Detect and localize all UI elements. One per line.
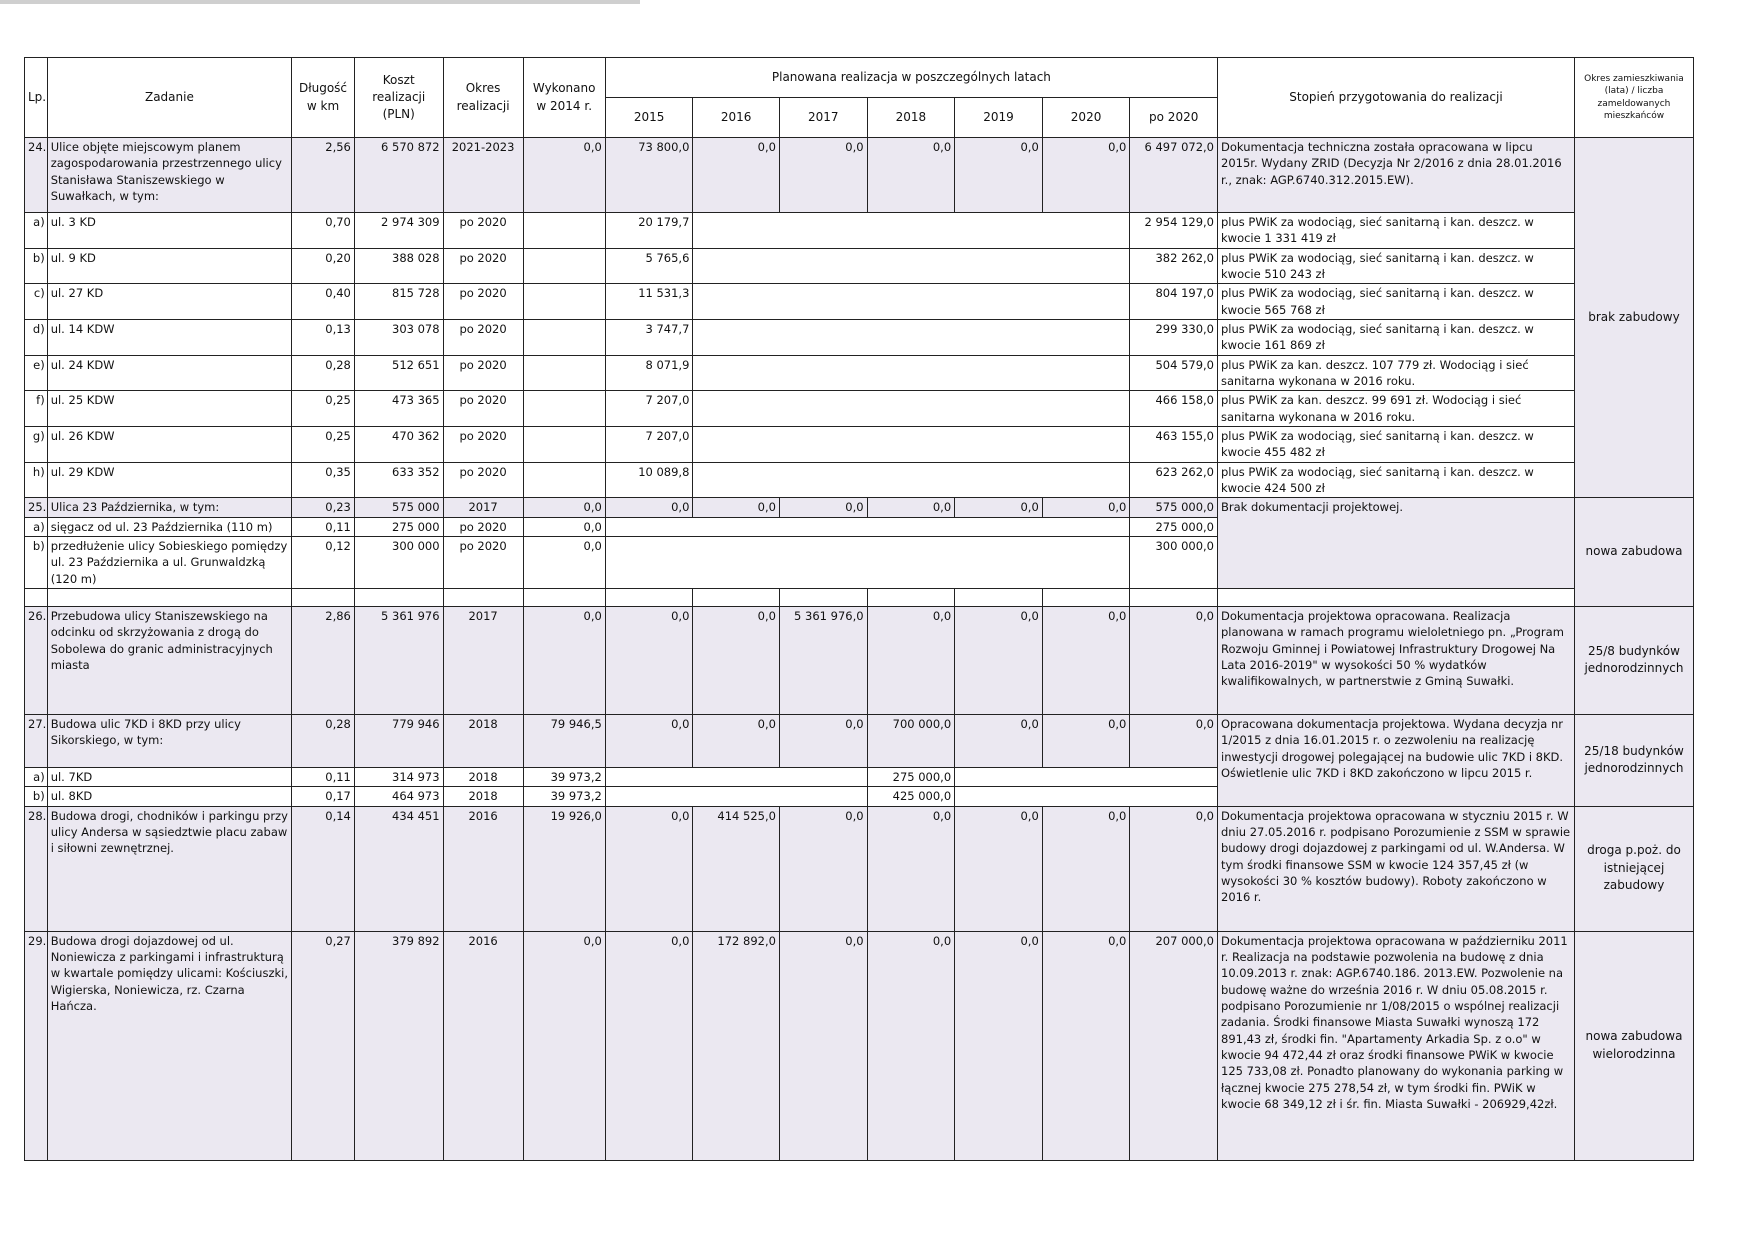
row-number: b) — [25, 248, 48, 284]
occupancy: 25/8 budynków jednorodzinnych — [1574, 606, 1693, 714]
period: po 2020 — [443, 462, 523, 498]
period: po 2020 — [443, 391, 523, 427]
length-km: 0,23 — [292, 498, 355, 517]
plan-2017: 0,0 — [779, 714, 867, 767]
done-2014 — [523, 391, 605, 427]
status-text: Dokumentacja techniczna została opracowana w lipcu 2015r. Wydany ZRID (Decyzja Nr 2/2016 z dnia 28.01.2016 r., znak: AGP.6740.312.2015.EW). — [1218, 138, 1575, 213]
table-row — [25, 391, 1694, 427]
cost: 6 570 872 — [354, 138, 443, 213]
col-dlugosc: Długość w km — [292, 58, 355, 138]
length-km: 0,70 — [292, 213, 355, 249]
cost: 473 365 — [354, 391, 443, 427]
task-name: ul. 26 KDW — [47, 426, 291, 462]
plan-po2020: 299 330,0 — [1130, 319, 1218, 355]
row-number: 24. — [25, 138, 48, 213]
period: po 2020 — [443, 248, 523, 284]
col-lp: Lp. — [25, 58, 48, 138]
occupancy: nowa zabudowa wielorodzinna — [1574, 931, 1693, 1160]
task-name: sięgacz od ul. 23 Października (110 m) — [47, 517, 291, 536]
plan-2018: 275 000,0 — [867, 767, 955, 786]
occupancy: nowa zabudowa — [1574, 498, 1693, 607]
task-name: ul. 27 KD — [47, 284, 291, 320]
plan-po2020: 463 155,0 — [1130, 426, 1218, 462]
col-year-2019: 2019 — [955, 98, 1043, 138]
col-stopien: Stopień przygotowania do realizacji — [1218, 58, 1575, 138]
done-2014: 19 926,0 — [523, 806, 605, 931]
plan-2017: 5 361 976,0 — [779, 606, 867, 714]
plan-po2020: 0,0 — [1130, 806, 1218, 931]
table-row — [25, 714, 1694, 767]
length-km: 0,17 — [292, 787, 355, 806]
investment-table-sheet — [24, 57, 1694, 1161]
plan-po2020: 6 497 072,0 — [1130, 138, 1218, 213]
plan-2018: 425 000,0 — [867, 787, 955, 806]
row-number: b) — [25, 536, 48, 588]
period: 2018 — [443, 787, 523, 806]
plan-2019: 0,0 — [955, 714, 1043, 767]
plan-2020: 0,0 — [1042, 931, 1130, 1160]
plan-2016: 0,0 — [693, 606, 780, 714]
period: po 2020 — [443, 319, 523, 355]
done-2014: 0,0 — [523, 536, 605, 588]
period: 2017 — [443, 606, 523, 714]
table-row — [25, 606, 1694, 714]
occupancy: brak zabudowy — [1574, 138, 1693, 498]
cost: 5 361 976 — [354, 606, 443, 714]
table-row — [25, 498, 1694, 517]
done-2014: 39 973,2 — [523, 787, 605, 806]
length-km: 0,25 — [292, 391, 355, 427]
row-number: h) — [25, 462, 48, 498]
cost: 303 078 — [354, 319, 443, 355]
done-2014 — [523, 462, 605, 498]
plan-po2020: 804 197,0 — [1130, 284, 1218, 320]
row-number: f) — [25, 391, 48, 427]
plan-po2020: 0,0 — [1130, 714, 1218, 767]
row-number: e) — [25, 355, 48, 391]
plan-empty — [693, 319, 1130, 355]
plan-2015: 10 089,8 — [605, 462, 693, 498]
done-2014 — [523, 213, 605, 249]
col-year-2020: 2020 — [1042, 98, 1130, 138]
done-2014 — [523, 355, 605, 391]
length-km: 0,35 — [292, 462, 355, 498]
row-number: a) — [25, 767, 48, 786]
plan-po2020: 382 262,0 — [1130, 248, 1218, 284]
length-km: 0,12 — [292, 536, 355, 588]
plan-po2020: 207 000,0 — [1130, 931, 1218, 1160]
length-km: 0,11 — [292, 767, 355, 786]
cost: 314 973 — [354, 767, 443, 786]
plan-empty — [955, 767, 1218, 786]
plan-2017: 0,0 — [779, 931, 867, 1160]
length-km: 0,40 — [292, 284, 355, 320]
done-2014: 79 946,5 — [523, 714, 605, 767]
scan-edge — [0, 0, 640, 4]
period: 2018 — [443, 714, 523, 767]
cost: 512 651 — [354, 355, 443, 391]
plan-2020: 0,0 — [1042, 498, 1130, 517]
cost: 779 946 — [354, 714, 443, 767]
plan-2016: 0,0 — [693, 714, 780, 767]
cost: 470 362 — [354, 426, 443, 462]
row-number: 25. — [25, 498, 48, 517]
table-row — [25, 248, 1694, 284]
plan-empty — [605, 787, 867, 806]
period: 2021-2023 — [443, 138, 523, 213]
plan-2017: 0,0 — [779, 498, 867, 517]
plan-2015: 8 071,9 — [605, 355, 693, 391]
row-number: 29. — [25, 931, 48, 1160]
status-text: Dokumentacja projektowa opracowana. Realizacja planowana w ramach programu wieloletniego pn. „Program Rozwoju Gminnej i Powiatowej Infrastruktury Drogowej Na Lata 2016-2019" w wysokości 50 % wydatków kwalifikowalnych, w partnerstwie z Gminą Suwałki. — [1218, 606, 1575, 714]
done-2014: 39 973,2 — [523, 767, 605, 786]
plan-2018: 0,0 — [867, 498, 955, 517]
cost: 464 973 — [354, 787, 443, 806]
status-text: Opracowana dokumentacja projektowa. Wydana decyzja nr 1/2015 z dnia 16.01.2015 r. o zezwoleniu na realizację inwestycji drogowej polegającej na budowie ulic 7KD i 8KD. Oświetlenie ulic 7KD i 8KD zakończono w lipcu 2015 r. — [1218, 714, 1575, 806]
period: po 2020 — [443, 355, 523, 391]
plan-2018: 0,0 — [867, 931, 955, 1160]
task-name: Ulice objęte miejscowym planem zagospodarowania przestrzennego ulicy Stanisława Staniszewskiego w Suwałkach, w tym: — [47, 138, 291, 213]
cost: 633 352 — [354, 462, 443, 498]
plan-2015: 5 765,6 — [605, 248, 693, 284]
task-name: Budowa drogi dojazdowej od ul. Noniewicza z parkingami i infrastrukturą w kwartale pomiędzy ulicami: Kościuszki, Wigierska, Noniewicza, rz. Czarna Hańcza. — [47, 931, 291, 1160]
cost: 815 728 — [354, 284, 443, 320]
length-km: 0,11 — [292, 517, 355, 536]
col-wykonano: Wykonano w 2014 r. — [523, 58, 605, 138]
plan-2018: 0,0 — [867, 806, 955, 931]
row-number: d) — [25, 319, 48, 355]
col-year-2015: 2015 — [605, 98, 693, 138]
cost: 300 000 — [354, 536, 443, 588]
plan-2017: 0,0 — [779, 138, 867, 213]
length-km: 2,56 — [292, 138, 355, 213]
status-text: plus PWiK za wodociąg, sieć sanitarną i kan. deszcz. w kwocie 455 482 zł — [1218, 426, 1575, 462]
length-km: 0,27 — [292, 931, 355, 1160]
plan-2015: 11 531,3 — [605, 284, 693, 320]
table-row — [25, 284, 1694, 320]
period: po 2020 — [443, 536, 523, 588]
period: 2017 — [443, 498, 523, 517]
status-text: plus PWiK za wodociąg, sieć sanitarną i kan. deszcz. w kwocie 161 869 zł — [1218, 319, 1575, 355]
table-row — [25, 355, 1694, 391]
col-zadanie: Zadanie — [47, 58, 291, 138]
col-okres: Okres realizacji — [443, 58, 523, 138]
plan-po2020: 623 262,0 — [1130, 462, 1218, 498]
done-2014: 0,0 — [523, 931, 605, 1160]
row-number: 27. — [25, 714, 48, 767]
row-number: a) — [25, 517, 48, 536]
plan-empty — [693, 426, 1130, 462]
table-row — [25, 213, 1694, 249]
plan-2019: 0,0 — [955, 931, 1043, 1160]
row-number: g) — [25, 426, 48, 462]
task-name: Budowa drogi, chodników i parkingu przy ulicy Andersa w sąsiedztwie placu zabaw i siłowni zewnętrznej. — [47, 806, 291, 931]
plan-2019: 0,0 — [955, 606, 1043, 714]
col-planowana: Planowana realizacja w poszczególnych latach — [605, 58, 1217, 98]
done-2014: 0,0 — [523, 517, 605, 536]
plan-2015: 0,0 — [605, 606, 693, 714]
length-km: 0,28 — [292, 355, 355, 391]
plan-po2020: 575 000,0 — [1130, 498, 1218, 517]
cost: 388 028 — [354, 248, 443, 284]
status-text: plus PWiK za kan. deszcz. 107 779 zł. Wodociąg i sieć sanitarna wykonana w 2016 roku. — [1218, 355, 1575, 391]
plan-2015: 0,0 — [605, 806, 693, 931]
table-body — [25, 138, 1694, 1161]
plan-po2020: 466 158,0 — [1130, 391, 1218, 427]
task-name: Ulica 23 Października, w tym: — [47, 498, 291, 517]
status-text: plus PWiK za wodociąg, sieć sanitarną i kan. deszcz. w kwocie 1 331 419 zł — [1218, 213, 1575, 249]
plan-empty — [693, 462, 1130, 498]
length-km: 0,25 — [292, 426, 355, 462]
table-row — [25, 931, 1694, 1160]
investment-plan-table — [24, 57, 1694, 1161]
cost: 2 974 309 — [354, 213, 443, 249]
done-2014 — [523, 319, 605, 355]
task-name: Budowa ulic 7KD i 8KD przy ulicy Sikorskiego, w tym: — [47, 714, 291, 767]
status-text: Brak dokumentacji projektowej. — [1218, 498, 1575, 589]
plan-2020: 0,0 — [1042, 806, 1130, 931]
col-year-2017: 2017 — [779, 98, 867, 138]
plan-empty — [693, 213, 1130, 249]
col-okres-zamieszkiwania: Okres zamieszkiwania (lata) / liczba zameldowanych mieszkańców — [1574, 58, 1693, 138]
plan-2016: 172 892,0 — [693, 931, 780, 1160]
plan-2017: 0,0 — [779, 806, 867, 931]
status-text: Dokumentacja projektowa opracowana w październiku 2011 r. Realizacja na podstawie pozwolenia na budowę z dnia 10.09.2013 r. znak: AGP.6740.186. 2013.EW. Pozwolenie na budowę ważne do września 2016 r. W dniu 05.08.2015 r. podpisano Porozumienie nr 1/08/2015 o wspólnej realizacji zadania. Środki finansowe Miasta Suwałki wynoszą 172 891,43 zł, środki fin. "Apartamenty Arkadia Sp. z o.o" w kwocie 94 472,44 zł oraz środki finansowe PWiK w kwocie 125 733,08 zł. Ponadto planowany do wykonania parking w łącznej kwocie 275 278,54 zł, w tym środki fin. PWiK w kwocie 68 349,12 zł i śr. fin. Miasta Suwałki - 206929,42zł. — [1218, 931, 1575, 1160]
done-2014: 0,0 — [523, 606, 605, 714]
plan-2015: 7 207,0 — [605, 426, 693, 462]
length-km: 0,20 — [292, 248, 355, 284]
plan-po2020: 504 579,0 — [1130, 355, 1218, 391]
plan-empty — [693, 355, 1130, 391]
period: 2016 — [443, 806, 523, 931]
task-name: ul. 24 KDW — [47, 355, 291, 391]
period: po 2020 — [443, 517, 523, 536]
occupancy: 25/18 budynków jednorodzinnych — [1574, 714, 1693, 806]
period: 2016 — [443, 931, 523, 1160]
row-number: b) — [25, 787, 48, 806]
plan-2015: 0,0 — [605, 714, 693, 767]
col-year-2016: 2016 — [693, 98, 780, 138]
done-2014 — [523, 284, 605, 320]
col-koszt: Koszt realizacji (PLN) — [354, 58, 443, 138]
plan-2016: 0,0 — [693, 138, 780, 213]
plan-2015: 0,0 — [605, 498, 693, 517]
cost: 379 892 — [354, 931, 443, 1160]
table-row — [25, 319, 1694, 355]
plan-2018: 0,0 — [867, 138, 955, 213]
row-number: 26. — [25, 606, 48, 714]
table-row — [25, 138, 1694, 213]
table-row — [25, 462, 1694, 498]
plan-2016: 0,0 — [693, 498, 780, 517]
table-row-spacer — [25, 588, 1694, 606]
task-name: ul. 7KD — [47, 767, 291, 786]
row-number: a) — [25, 213, 48, 249]
plan-empty — [693, 248, 1130, 284]
plan-2015: 73 800,0 — [605, 138, 693, 213]
plan-po2020: 275 000,0 — [1130, 517, 1218, 536]
task-name: ul. 9 KD — [47, 248, 291, 284]
done-2014 — [523, 426, 605, 462]
task-name: ul. 3 KD — [47, 213, 291, 249]
length-km: 0,14 — [292, 806, 355, 931]
task-name: Przebudowa ulicy Staniszewskiego na odcinku od skrzyżowania z drogą do Sobolewa do granic administracyjnych miasta — [47, 606, 291, 714]
col-year-po2020: po 2020 — [1130, 98, 1218, 138]
done-2014: 0,0 — [523, 498, 605, 517]
length-km: 0,28 — [292, 714, 355, 767]
occupancy: droga p.poż. do istniejącej zabudowy — [1574, 806, 1693, 931]
table-header — [25, 58, 1694, 138]
cost: 275 000 — [354, 517, 443, 536]
status-text: plus PWiK za wodociąg, sieć sanitarną i kan. deszcz. w kwocie 565 768 zł — [1218, 284, 1575, 320]
plan-2015: 3 747,7 — [605, 319, 693, 355]
task-name: przedłużenie ulicy Sobieskiego pomiędzy ul. 23 Października a ul. Grunwaldzką (120 m) — [47, 536, 291, 588]
task-name: ul. 14 KDW — [47, 319, 291, 355]
plan-empty — [605, 536, 1130, 588]
table-row — [25, 426, 1694, 462]
plan-empty — [693, 391, 1130, 427]
plan-2015: 7 207,0 — [605, 391, 693, 427]
plan-po2020: 2 954 129,0 — [1130, 213, 1218, 249]
task-name: ul. 8KD — [47, 787, 291, 806]
cost: 434 451 — [354, 806, 443, 931]
plan-2016: 414 525,0 — [693, 806, 780, 931]
period: 2018 — [443, 767, 523, 786]
col-year-2018: 2018 — [867, 98, 955, 138]
status-text: plus PWiK za kan. deszcz. 99 691 zł. Wodociąg i sieć sanitarna wykonana w 2016 roku. — [1218, 391, 1575, 427]
period: po 2020 — [443, 426, 523, 462]
plan-2018: 0,0 — [867, 606, 955, 714]
plan-empty — [605, 767, 867, 786]
status-text: Dokumentacja projektowa opracowana w styczniu 2015 r. W dniu 27.05.2016 r. podpisano Porozumienie z SSM w sprawie budowy drogi dojazdowej z parkingami od ul. W.Andersa. W tym środki finansowe SSM w kwocie 124 357,45 zł (w wysokości 30 % kosztów budowy). Roboty zakończono w 2016 r. — [1218, 806, 1575, 931]
row-number: c) — [25, 284, 48, 320]
plan-po2020: 0,0 — [1130, 606, 1218, 714]
task-name: ul. 25 KDW — [47, 391, 291, 427]
plan-2019: 0,0 — [955, 498, 1043, 517]
status-text: plus PWiK za wodociąg, sieć sanitarną i kan. deszcz. w kwocie 510 243 zł — [1218, 248, 1575, 284]
plan-2020: 0,0 — [1042, 714, 1130, 767]
cost: 575 000 — [354, 498, 443, 517]
plan-empty — [955, 787, 1218, 806]
plan-2015: 20 179,7 — [605, 213, 693, 249]
period: po 2020 — [443, 284, 523, 320]
plan-po2020: 300 000,0 — [1130, 536, 1218, 588]
length-km: 0,13 — [292, 319, 355, 355]
plan-2020: 0,0 — [1042, 606, 1130, 714]
row-number: 28. — [25, 806, 48, 931]
plan-2020: 0,0 — [1042, 138, 1130, 213]
plan-empty — [693, 284, 1130, 320]
length-km: 2,86 — [292, 606, 355, 714]
plan-2018: 700 000,0 — [867, 714, 955, 767]
period: po 2020 — [443, 213, 523, 249]
status-text: plus PWiK za wodociąg, sieć sanitarną i kan. deszcz. w kwocie 424 500 zł — [1218, 462, 1575, 498]
plan-2019: 0,0 — [955, 806, 1043, 931]
done-2014: 0,0 — [523, 138, 605, 213]
done-2014 — [523, 248, 605, 284]
plan-2019: 0,0 — [955, 138, 1043, 213]
task-name: ul. 29 KDW — [47, 462, 291, 498]
table-row — [25, 806, 1694, 931]
plan-2015: 0,0 — [605, 931, 693, 1160]
plan-empty — [605, 517, 1130, 536]
